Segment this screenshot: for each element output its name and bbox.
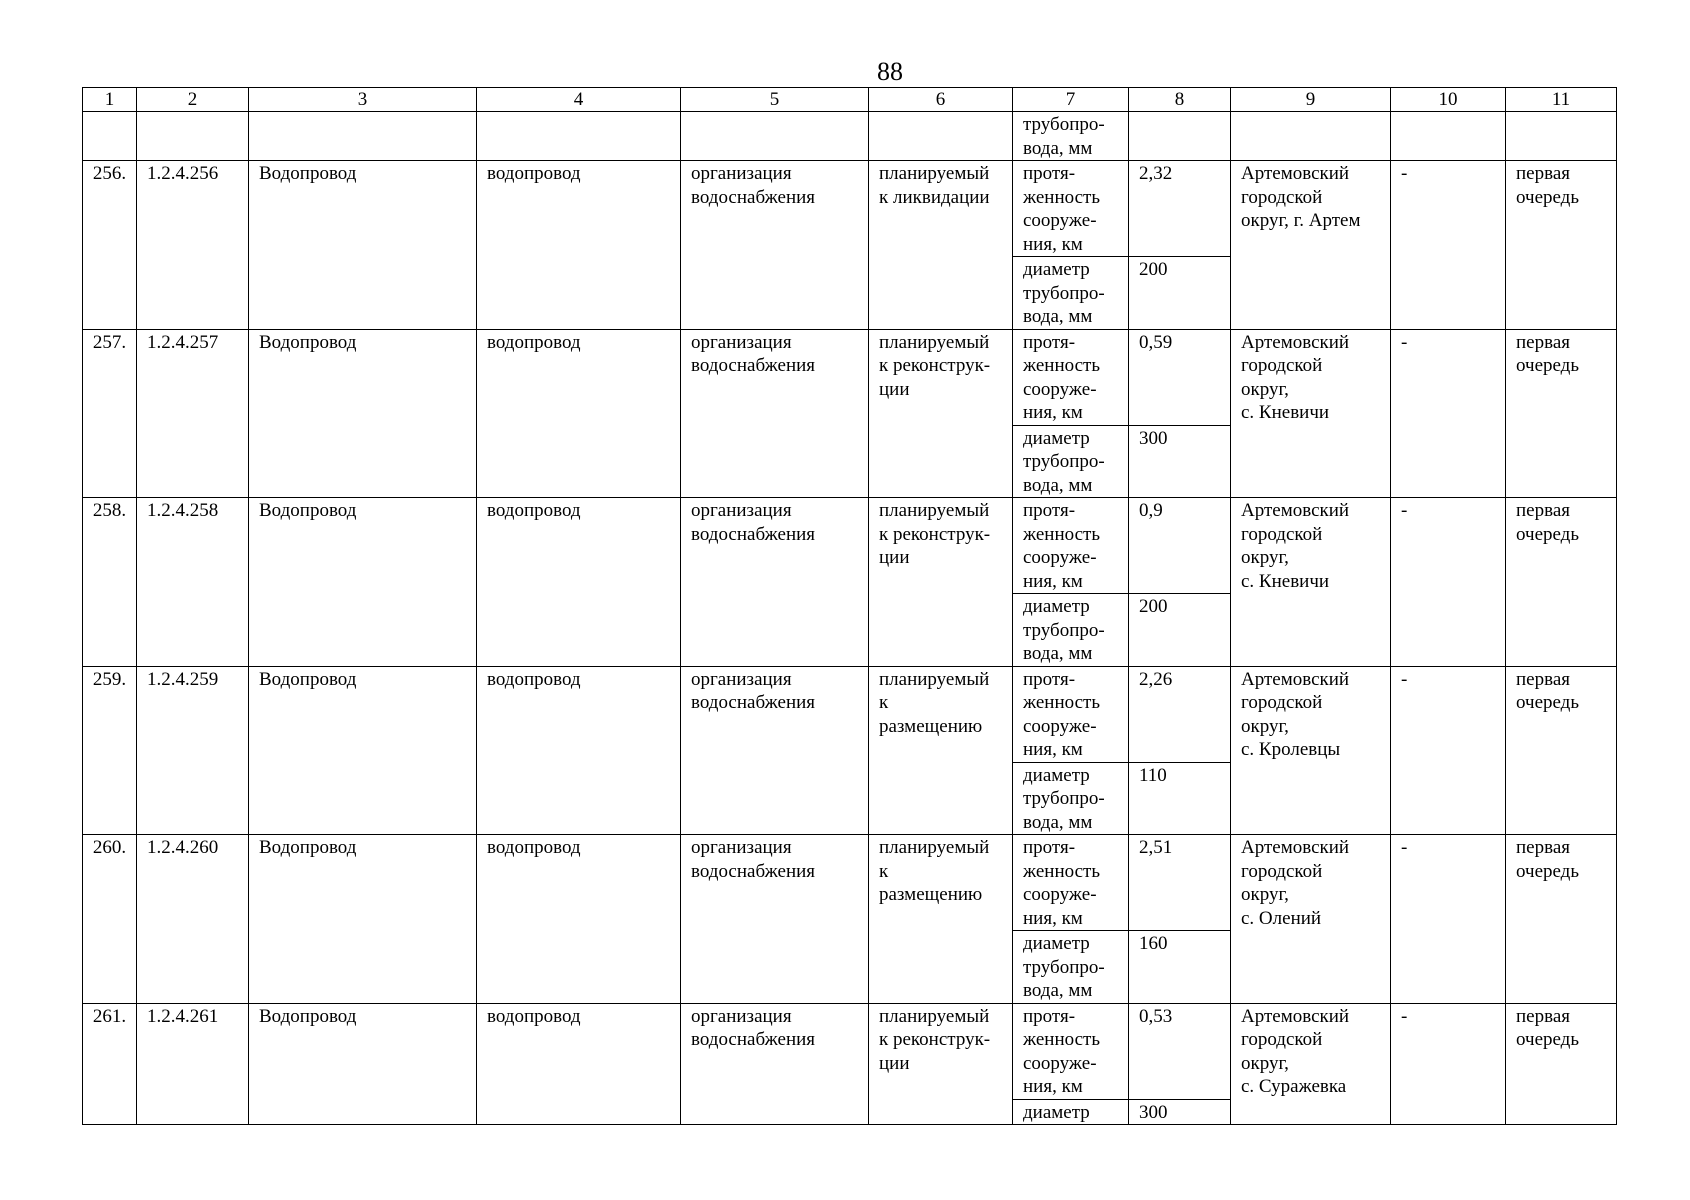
cell-line: к реконструк- <box>879 1029 991 1050</box>
cell-line: вода, мм <box>1023 306 1093 327</box>
stage-cell <box>1506 329 1617 498</box>
cell-line: с. Кролевцы <box>1241 739 1341 760</box>
parameter-cell <box>1013 498 1129 594</box>
cell-line: первая <box>1516 668 1570 690</box>
table-row <box>83 329 1617 425</box>
column-header: 1 <box>83 88 137 112</box>
cell-line: с. Кневичи <box>1241 570 1330 592</box>
cell-line: планируемый <box>879 500 990 521</box>
location-cell <box>1231 498 1391 667</box>
purpose-cell <box>681 329 869 498</box>
cell-line: организация <box>691 500 792 521</box>
stage-cell <box>1506 835 1617 1004</box>
cell-line: Артемовский <box>1241 668 1350 690</box>
cell-line: протя- <box>1023 163 1076 184</box>
cell-line: организация <box>691 837 792 858</box>
status-cell <box>869 329 1013 498</box>
cell-line: очередь <box>1516 860 1580 882</box>
cell-line: Артемовский <box>1241 1005 1350 1027</box>
column-header: 11 <box>1506 88 1617 112</box>
cell-line: ции <box>879 378 910 400</box>
cell-line: женность <box>1023 1029 1101 1050</box>
cell-line: первая <box>1516 331 1570 353</box>
parameter-cell <box>1013 835 1129 931</box>
table-cell <box>137 112 249 161</box>
purpose-cell <box>681 666 869 835</box>
cell-line: ния, км <box>1023 570 1083 592</box>
value-cell: 200 <box>1129 594 1231 667</box>
column-header: 10 <box>1391 88 1506 112</box>
cell-line: трубопро- <box>1023 788 1105 809</box>
cell-line: организация <box>691 1005 792 1027</box>
purpose-cell <box>681 161 869 330</box>
column-header: 3 <box>249 88 477 112</box>
cell-line: ния, км <box>1023 233 1083 255</box>
cell-line: Артемовский <box>1241 500 1350 521</box>
cell-line: организация <box>691 668 792 690</box>
cell-line: водоснабжения <box>691 860 816 882</box>
row-number-cell: 257. <box>83 329 137 498</box>
cell-line: женность <box>1023 860 1101 882</box>
cell-line: округ, <box>1241 547 1289 568</box>
value-cell: 110 <box>1129 762 1231 835</box>
cell-line: организация <box>691 163 792 184</box>
type-cell: водопровод <box>477 666 681 835</box>
type-cell: водопровод <box>477 835 681 1004</box>
parameter-cell <box>1013 161 1129 257</box>
cell-line: организация <box>691 331 792 353</box>
stage-cell <box>1506 666 1617 835</box>
type-cell: водопровод <box>477 161 681 330</box>
name-cell: Водопровод <box>249 161 477 330</box>
location-cell <box>1231 666 1391 835</box>
row-number-cell: 261. <box>83 1003 137 1125</box>
cell-line: протя- <box>1023 837 1076 858</box>
cell-line: ния, км <box>1023 402 1083 423</box>
cell-line: первая <box>1516 163 1570 184</box>
cell-line: Артемовский <box>1241 163 1350 184</box>
value-cell: 200 <box>1129 257 1231 330</box>
cell-line: планируемый <box>879 837 990 858</box>
cell-line: ния, км <box>1023 907 1083 929</box>
value-cell: 300 <box>1129 425 1231 498</box>
cell-line: диаметр <box>1023 1101 1090 1123</box>
value-cell: 0,53 <box>1129 1003 1231 1099</box>
location-cell <box>1231 329 1391 498</box>
value-cell: 2,32 <box>1129 161 1231 257</box>
cell-line: первая <box>1516 837 1570 858</box>
cell-line: протя- <box>1023 668 1076 690</box>
cell-line: планируемый <box>879 331 990 353</box>
zone-cell: - <box>1391 329 1506 498</box>
row-number-cell: 259. <box>83 666 137 835</box>
cell-line: диаметр <box>1023 259 1090 280</box>
cell-line: очередь <box>1516 355 1580 376</box>
table-cell <box>1391 112 1506 161</box>
cell-line: сооруже- <box>1023 378 1097 400</box>
value-cell: 2,51 <box>1129 835 1231 931</box>
value-cell: 0,59 <box>1129 329 1231 425</box>
column-header: 6 <box>869 88 1013 112</box>
table-cell <box>83 112 137 161</box>
column-header: 5 <box>681 88 869 112</box>
code-cell: 1.2.4.261 <box>137 1003 249 1125</box>
stage-cell <box>1506 1003 1617 1125</box>
cell-line: вода, мм <box>1023 643 1093 664</box>
purpose-cell <box>681 498 869 667</box>
cell-line: городской <box>1241 355 1323 376</box>
cell-line: округ, <box>1241 378 1289 400</box>
header-row <box>83 88 1617 112</box>
parameter-cell <box>1013 931 1129 1004</box>
purpose-cell <box>681 1003 869 1125</box>
location-cell <box>1231 835 1391 1004</box>
cell-line: диаметр <box>1023 764 1090 786</box>
cell-line: Артемовский <box>1241 331 1350 353</box>
cell-line: планируемый <box>879 163 990 184</box>
cell-line: с. Кневичи <box>1241 402 1330 423</box>
cell-line: планируемый <box>879 1005 990 1027</box>
name-cell: Водопровод <box>249 666 477 835</box>
cell-line: округ, <box>1241 884 1289 905</box>
cell-line: городской <box>1241 1029 1323 1050</box>
location-cell <box>1231 1003 1391 1125</box>
table-row <box>83 835 1617 931</box>
cell-line: женность <box>1023 692 1101 713</box>
cell-line: протя- <box>1023 1005 1076 1027</box>
cell-line: Артемовский <box>1241 837 1350 858</box>
data-table <box>82 87 1617 1125</box>
cell-line: к <box>879 692 889 713</box>
column-header: 8 <box>1129 88 1231 112</box>
column-header: 2 <box>137 88 249 112</box>
value-cell: 160 <box>1129 931 1231 1004</box>
table-cell <box>1231 112 1391 161</box>
cell-line: трубопро- <box>1023 451 1105 472</box>
stage-cell <box>1506 498 1617 667</box>
parameter-cell <box>1013 425 1129 498</box>
cell-line: сооруже- <box>1023 547 1097 568</box>
cell-line: трубопро- <box>1023 114 1105 135</box>
table-cell <box>1129 112 1231 161</box>
table-cell <box>869 112 1013 161</box>
cell-line: округ, г. Артем <box>1241 210 1361 231</box>
purpose-cell <box>681 835 869 1004</box>
name-cell: Водопровод <box>249 329 477 498</box>
cell-line: округ, <box>1241 715 1289 737</box>
cell-line: вода, мм <box>1023 980 1093 1001</box>
parameter-cell <box>1013 666 1129 762</box>
stage-cell <box>1506 161 1617 330</box>
row-number-cell: 260. <box>83 835 137 1004</box>
cell-line: округ, <box>1241 1052 1289 1074</box>
zone-cell: - <box>1391 835 1506 1004</box>
cell-line: трубопро- <box>1023 956 1105 978</box>
cell-line: вода, мм <box>1023 137 1093 159</box>
page-number: 88 <box>877 57 903 86</box>
parameter-cell <box>1013 329 1129 425</box>
cell-line: диаметр <box>1023 427 1090 449</box>
table-row <box>83 498 1617 594</box>
table-row <box>83 666 1617 762</box>
code-cell: 1.2.4.256 <box>137 161 249 330</box>
table-cell <box>477 112 681 161</box>
cell-line: трубопро- <box>1023 619 1105 641</box>
cell-line: очередь <box>1516 692 1580 713</box>
value-cell: 300 <box>1129 1099 1231 1125</box>
continuation-row <box>83 112 1617 161</box>
cell-line: очередь <box>1516 1029 1580 1050</box>
column-header: 9 <box>1231 88 1391 112</box>
cell-line: с. Олений <box>1241 907 1322 929</box>
status-cell <box>869 1003 1013 1125</box>
column-header: 7 <box>1013 88 1129 112</box>
cell-line: вода, мм <box>1023 811 1093 833</box>
cell-line: водоснабжения <box>691 355 816 376</box>
parameter-cell <box>1013 112 1129 161</box>
cell-line: ции <box>879 1052 910 1074</box>
name-cell: Водопровод <box>249 835 477 1004</box>
parameter-cell <box>1013 594 1129 667</box>
cell-line: протя- <box>1023 500 1076 521</box>
location-cell <box>1231 161 1391 330</box>
value-cell: 2,26 <box>1129 666 1231 762</box>
cell-line: сооруже- <box>1023 884 1097 905</box>
cell-line: трубопро- <box>1023 282 1105 304</box>
cell-line: с. Суражевка <box>1241 1076 1347 1097</box>
zone-cell: - <box>1391 1003 1506 1125</box>
parameter-cell <box>1013 762 1129 835</box>
cell-line: размещению <box>879 884 983 905</box>
type-cell: водопровод <box>477 1003 681 1125</box>
status-cell <box>869 161 1013 330</box>
parameter-cell <box>1013 257 1129 330</box>
table-row <box>83 1003 1617 1099</box>
zone-cell: - <box>1391 498 1506 667</box>
cell-line: диаметр <box>1023 596 1090 617</box>
cell-line: сооруже- <box>1023 210 1097 231</box>
cell-line: к <box>879 860 889 882</box>
cell-line: первая <box>1516 500 1570 521</box>
name-cell: Водопровод <box>249 498 477 667</box>
cell-line: водоснабжения <box>691 692 816 713</box>
cell-line: очередь <box>1516 523 1580 545</box>
code-cell: 1.2.4.260 <box>137 835 249 1004</box>
cell-line: к ликвидации <box>879 186 990 208</box>
status-cell <box>869 666 1013 835</box>
cell-line: городской <box>1241 523 1323 545</box>
cell-line: протя- <box>1023 331 1076 353</box>
cell-line: ния, км <box>1023 1076 1083 1097</box>
cell-line: вода, мм <box>1023 474 1093 496</box>
parameter-cell <box>1013 1099 1129 1125</box>
cell-line: городской <box>1241 692 1323 713</box>
cell-line: ции <box>879 547 910 568</box>
type-cell: водопровод <box>477 329 681 498</box>
cell-line: к реконструк- <box>879 523 991 545</box>
parameter-cell <box>1013 1003 1129 1099</box>
code-cell: 1.2.4.259 <box>137 666 249 835</box>
cell-line: сооруже- <box>1023 1052 1097 1074</box>
cell-line: диаметр <box>1023 933 1090 954</box>
name-cell: Водопровод <box>249 1003 477 1125</box>
cell-line: городской <box>1241 860 1323 882</box>
value-cell: 0,9 <box>1129 498 1231 594</box>
column-header: 4 <box>477 88 681 112</box>
row-number-cell: 256. <box>83 161 137 330</box>
code-cell: 1.2.4.257 <box>137 329 249 498</box>
type-cell: водопровод <box>477 498 681 667</box>
status-cell <box>869 498 1013 667</box>
cell-line: первая <box>1516 1005 1570 1027</box>
cell-line: к реконструк- <box>879 355 991 376</box>
cell-line: сооруже- <box>1023 715 1097 737</box>
cell-line: размещению <box>879 715 983 737</box>
zone-cell: - <box>1391 161 1506 330</box>
table-cell <box>1506 112 1617 161</box>
row-number-cell: 258. <box>83 498 137 667</box>
cell-line: женность <box>1023 523 1101 545</box>
table-cell <box>249 112 477 161</box>
cell-line: женность <box>1023 186 1101 208</box>
code-cell: 1.2.4.258 <box>137 498 249 667</box>
table-row <box>83 161 1617 257</box>
cell-line: очередь <box>1516 186 1580 208</box>
cell-line: водоснабжения <box>691 1029 816 1050</box>
cell-line: ния, км <box>1023 739 1083 760</box>
cell-line: женность <box>1023 355 1101 376</box>
table-cell <box>681 112 869 161</box>
status-cell <box>869 835 1013 1004</box>
cell-line: водоснабжения <box>691 523 816 545</box>
cell-line: планируемый <box>879 668 990 690</box>
cell-line: городской <box>1241 186 1323 208</box>
zone-cell: - <box>1391 666 1506 835</box>
cell-line: водоснабжения <box>691 186 816 208</box>
